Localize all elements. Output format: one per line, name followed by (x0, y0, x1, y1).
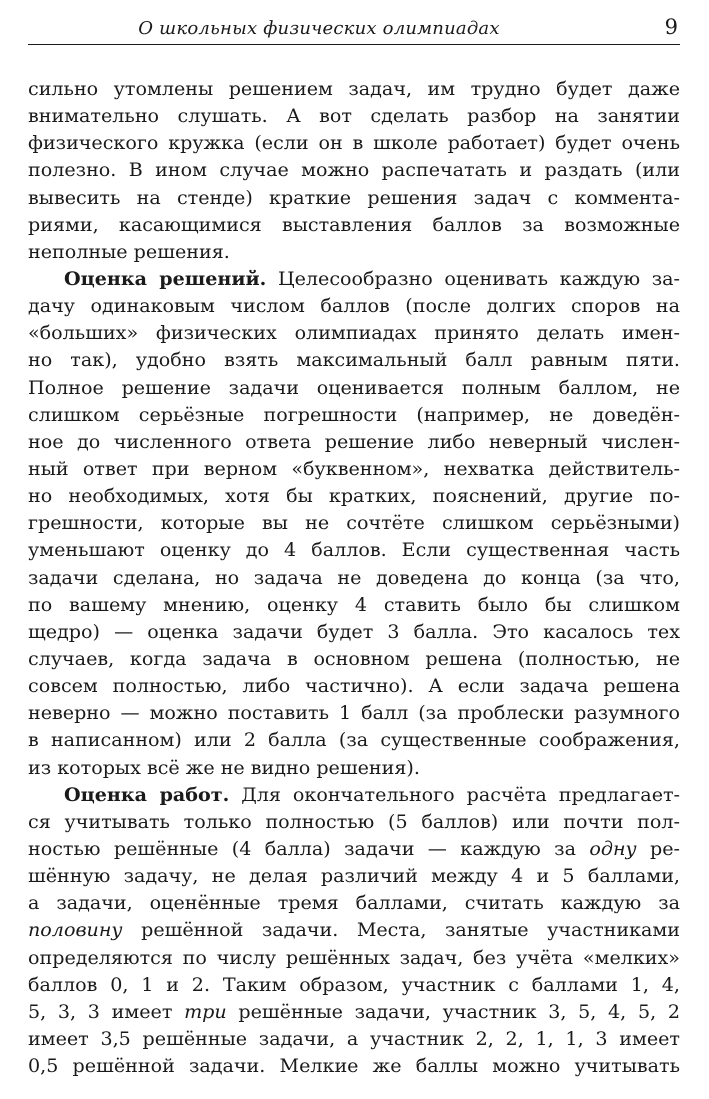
page-number: 9 (664, 15, 678, 39)
paragraph-first-line (28, 265, 680, 292)
text-line: грешности, которые вы не сочтёте слишком серьёзными) (28, 511, 680, 535)
text-line: совсем полностью, либо частично). А если задача решена (28, 674, 680, 698)
text-line: но необходимых, хотя бы кратких, пояснений, другие по- (28, 484, 680, 508)
text-run: Для окончательного расчёта предлагает- (241, 782, 680, 806)
text-line: физического кружка (если он в школе работает) будет очень (28, 131, 680, 155)
text-line: по вашему мнению, оценку 4 ставить было бы слишком (28, 592, 680, 616)
text-line: вывесить на стенде) краткие решения задач с коммента- (28, 185, 680, 209)
text-line: неполные решения. (28, 239, 230, 263)
text-line: внимательно слушать. А вот сделать разбор на занятии (28, 104, 680, 128)
text-line: определяются по числу решённых задач, без учёта «мелких» (28, 945, 680, 969)
text-line: неверно — можно поставить 1 балл (за проблески разумного (28, 701, 680, 725)
text-line: но так), удобно взять максимальный балл равным пяти. (28, 348, 680, 372)
emphasis: три (184, 999, 227, 1023)
text-line: сильно утомлены решением задач, им трудно будет даже (28, 77, 680, 100)
text-line: из которых всё же не видно решения). (28, 755, 420, 779)
text-line: риями, касающимися выставления баллов за возможные (28, 212, 680, 236)
text-line: «больших» физических олимпиадах принято делать имен- (28, 321, 680, 345)
text-line: случаев, когда задача в основном решена (полностью, не (28, 646, 680, 670)
text-line: слишком серьёзные погрешности (например, не доведён- (28, 402, 680, 426)
text-run: ре- (650, 836, 680, 860)
text-line: щедро) — оценка задачи будет 3 балла. Это касалось тех (28, 619, 680, 643)
section-heading-evaluation-of-solutions: Оценка решений. (64, 266, 267, 290)
paragraph-first-line (28, 781, 680, 808)
text-line: Полное решение задачи оценивается полным баллом, не (28, 375, 680, 399)
text-run: 5, 3, 3 имеет (28, 999, 173, 1023)
text-line: задачи сделана, но задача не доведена до конца (за что, (28, 565, 680, 589)
running-head (28, 14, 680, 45)
text-line (28, 916, 680, 943)
text-line: имеет 3,5 решённые задачи, а участник 2, 2, 1, 1, 3 имеет (28, 1026, 680, 1050)
text-line: 0,5 решённой задачи. Мелкие же баллы можно учитывать (28, 1054, 680, 1078)
running-title: О школьных физических олимпиадах (138, 18, 500, 39)
text-line: дачу одинаковым числом баллов (после долгих споров на (28, 294, 680, 318)
text-line: полезно. В ином случае можно распечатать и раздать (или (28, 158, 680, 182)
text-line: уменьшают оценку до 4 баллов. Если существенная часть (28, 538, 680, 562)
text-line: шённую задачу, не делая различий между 4 и 5 баллами, (28, 864, 680, 888)
text-run: решённые задачи, участник 3, 5, 4, 5, 2 (238, 999, 680, 1023)
text-line: ное до численного ответа решение либо неверный числен- (28, 429, 680, 453)
text-run: Целесообразно оценивать каждую за- (277, 266, 680, 290)
text-line: ный ответ при верном «буквенном», нехватка действитель- (28, 456, 680, 480)
text-line: а задачи, оценённые тремя баллами, считать каждую за (28, 891, 680, 915)
text-line: баллов 0, 1 и 2. Таким образом, участник с баллами 1, 4, (28, 972, 680, 996)
book-page (28, 0, 680, 1099)
text-line (28, 998, 680, 1025)
section-heading-evaluation-of-works: Оценка работ. (64, 782, 230, 806)
text-run: решённой задачи. Места, занятые участниками (141, 918, 680, 942)
emphasis: одну (589, 836, 637, 860)
text-line: ся учитывать только полностью (5 баллов) или почти пол- (28, 809, 680, 833)
text-line (28, 835, 680, 862)
text-run: ностью решённые (4 балла) задачи — каждую за (28, 836, 576, 860)
body-text (28, 75, 680, 1079)
text-line: в написанном) или 2 балла (за существенные соображения, (28, 728, 680, 752)
emphasis: половину (28, 918, 123, 942)
